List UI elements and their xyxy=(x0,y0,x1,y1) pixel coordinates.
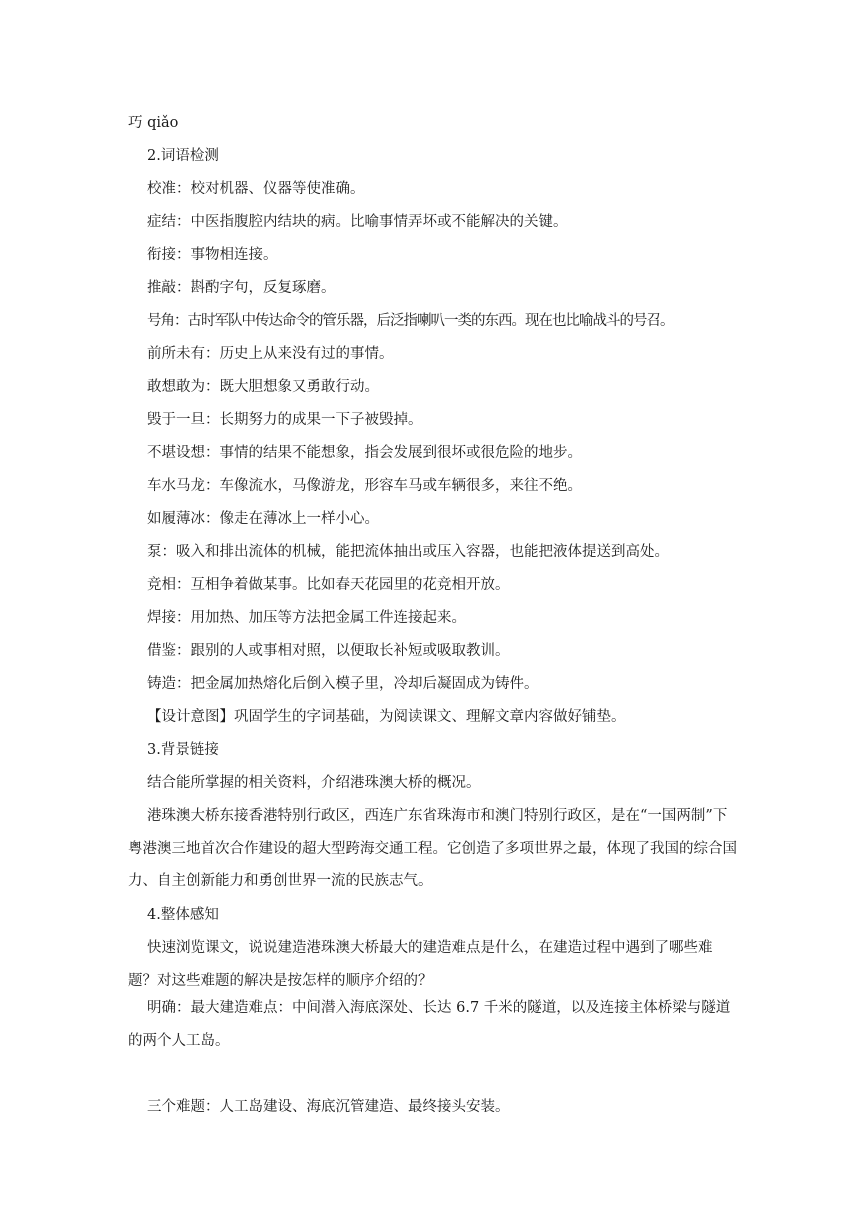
section-heading-overview: 4.整体感知 xyxy=(147,907,219,923)
paragraph-question: 快速浏览课文，说说建造港珠澳大桥最大的建造难点是什么，在建造过程中遇到了哪些难题？对这些难题的解决是按怎样的顺序介绍的？ xyxy=(128,940,713,989)
pinyin-line: 巧 qiǎo xyxy=(128,115,179,131)
paragraph-difficulties: 三个难题：人工岛建设、海底沉管建造、最终接头安装。 xyxy=(147,1099,510,1115)
vocab-entry: 症结：中医指腹腔内结块的病。比喻事情弄坏或不能解决的关键。 xyxy=(147,214,568,230)
vocab-entry: 竞相：互相争着做某事。比如春天花园里的花竞相开放。 xyxy=(147,577,510,593)
design-intent-note: 【设计意图】巩固学生的字词基础，为阅读课文、理解文章内容做好铺垫。 xyxy=(147,709,626,725)
vocab-entry: 毁于一旦：长期努力的成果一下子被毁掉。 xyxy=(147,412,423,428)
vocab-entry: 衔接：事物相连接。 xyxy=(147,247,278,263)
vocab-entry: 铸造：把金属加热熔化后倒入模子里，冷却后凝固成为铸件。 xyxy=(147,676,539,692)
vocab-entry: 号角：古时军队中传达命令的管乐器，后泛指喇叭一类的东西。现在也比喻战斗的号召。 xyxy=(147,313,674,329)
vocab-entry: 敢想敢为：既大胆想象又勇敢行动。 xyxy=(147,379,379,395)
vocab-entry: 泵：吸入和排出流体的机械，能把流体抽出或压入容器，也能把液体提送到高处。 xyxy=(147,544,669,560)
vocab-entry: 前所未有：历史上从来没有过的事情。 xyxy=(147,346,394,362)
vocab-entry: 焊接：用加热、加压等方法把金属工件连接起来。 xyxy=(147,610,466,626)
vocab-entry: 不堪设想：事情的结果不能想象，指会发展到很坏或很危险的地步。 xyxy=(147,445,582,461)
vocab-entry: 借鉴：跟别的人或事相对照，以便取长补短或吸取教训。 xyxy=(147,643,510,659)
paragraph-answer: 明确：最大建造难点：中间潜入海底深处、长达 6.7 千米的隧道，以及连接主体桥梁与隧道的两个人工岛。 xyxy=(128,1000,731,1049)
vocab-entry: 如履薄冰：像走在薄冰上一样小心。 xyxy=(147,511,379,527)
vocab-entry: 推敲：斟酌字句，反复琢磨。 xyxy=(147,280,336,296)
section-heading-background: 3.背景链接 xyxy=(147,742,219,758)
paragraph-background: 港珠澳大桥东接香港特别行政区，西连广东省珠海市和澳门特别行政区，是在“一国两制”下粤港澳三地首次合作建设的超大型跨海交通工程。它创造了多项世界之最，体现了我国的综合国力、自主创新能力和勇创世界一流的民族志气。 xyxy=(128,808,737,889)
vocab-entry: 校准：校对机器、仪器等使准确。 xyxy=(147,181,365,197)
paragraph: 结合能所掌握的相关资料，介绍港珠澳大桥的概况。 xyxy=(147,775,481,791)
section-heading-vocabulary: 2.词语检测 xyxy=(147,148,219,164)
vocab-entry: 车水马龙：车像流水，马像游龙，形容车马或车辆很多，来往不绝。 xyxy=(147,478,582,494)
